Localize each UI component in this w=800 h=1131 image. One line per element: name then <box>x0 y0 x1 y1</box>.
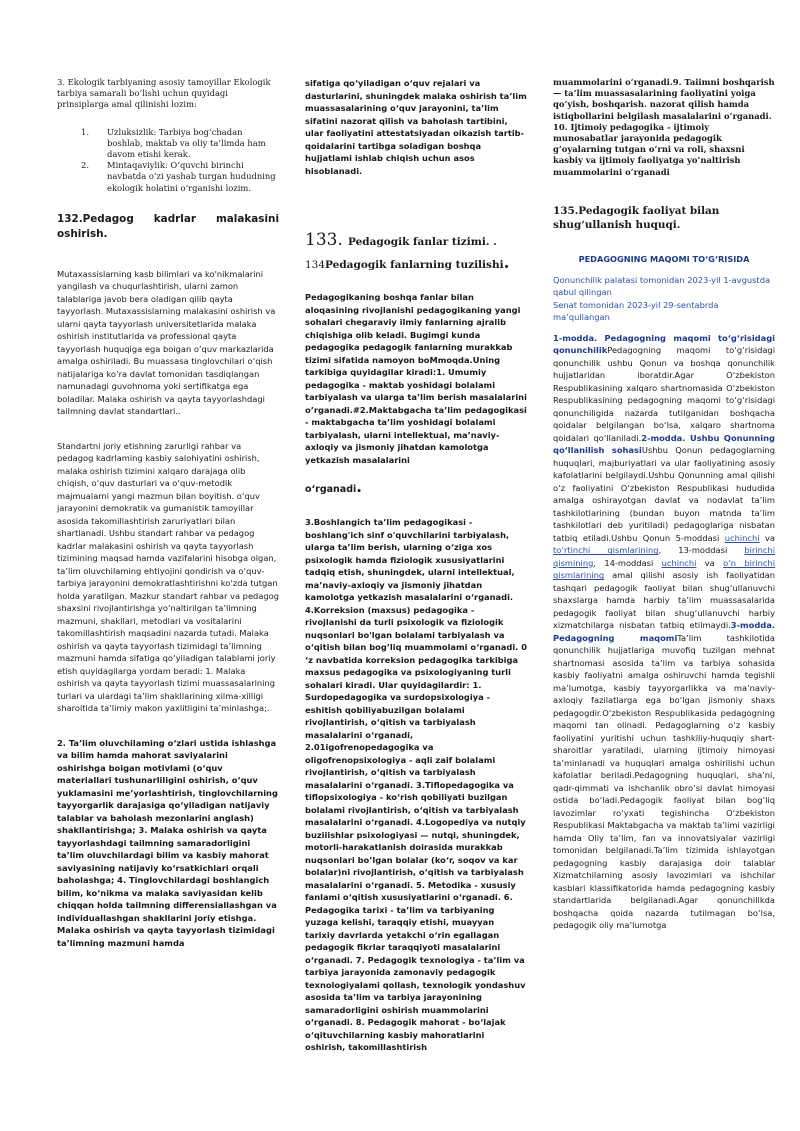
law-adoption-info: Qonunchilik palatasi tomonidan 2023-yil 1-avgustda qabul qilingan <box>553 274 771 298</box>
section-134-paragraph-1: Pedagogikaning boshqa fanlar bilan aloqasining rivojlanishi pedagogikaning yangi sohalari chegaraviy ilmiy fanlarning ajralib chiqishiga olib keladi. Bugimgi kunda pedagogika pedagogik fanlarning murakkab tizimi sifatida namoyon boMmoqda.Uning tarkibiga quyidagilar kiradi:1. Umumiy pedagogika - maktab yoshidagi bolalami tarbiyalash va ularga ta’lim berish masalalarini o’rganadi.#2.Maktabgacha ta’lim pedagogikasi - maktabgacha ta’lim yoshidagi bolalami tarbiyalash, ularni intellektual, ma’naviy-axloqiy va jismoniy jihatdan kamolotga yetkazish masalalarini <box>305 292 527 465</box>
article-2-text: , 14-moddasi <box>593 557 654 568</box>
column-2 <box>305 0 527 1054</box>
section-heading-133 <box>305 229 527 253</box>
law-title: PEDAGOGNING MAQOMI TO‘G‘RISIDA <box>578 253 750 264</box>
list-item-number: 2. <box>81 160 89 171</box>
law-approval-info: Senat tomonidan 2023-yil 29-sentabrda ma’qullangan <box>553 299 719 323</box>
article-2-text: Ushbu Qonun pedagoglarning huquqlari, majburiyatlari va ular faoliyatining asosiy kafolatlarini belgilaydi.Ushbu Qonunning amal qilishi o‘z faoliyatini O‘zbekiston Respublikasi hududida amalga oshirayotgan davlat va nodavlat ta’lim tashkilotlarining (bundan buyon matnda ta’lim tashkilotlari deb yuritiladi) pedagoglariga nisbatan tatbiq etiladi.Ushbu Qonun 5-moddasi <box>553 445 775 543</box>
reference-link[interactable]: to‘rtinchi qismlarining <box>553 545 659 556</box>
reference-link[interactable]: o‘n birinchi qismlarining <box>553 557 776 581</box>
article-1-text: Pedagogning maqomi to‘g‘risidagi qonunchilik ushbu Qonun va boshqa qonunchilik hujjatlaridan iboratdir.Agar O‘zbekiston Respublikasining xalqaro shartnomasida O‘zbekiston Respublikasining pedagogning maqomi to‘g‘risidagi qonunchiligida nazarda tutilganidan boshqacha qoidalar belgilangan bo‘lsa, xalqaro shartnoma qoidalari qo‘llaniladi. <box>553 345 775 443</box>
reference-link[interactable]: uchinchi <box>724 532 760 543</box>
section-heading-134 <box>305 253 527 275</box>
column-3 <box>553 0 775 932</box>
section-134-paragraph-2: 3.Boshlangich ta’lim pedagogikasi - boshlang'ich sinf o'quvchilarini tarbiyalash, ularga ta’lim berish, ularning o‘ziga xos psixologik hamda fiziologik xususiyatlarini tadqiq etish, shuningdek, ularni intellektual, ma’naviy-axloqiy va jismoniy jihatdan kamolotga yetkazish masalalarini o‘rganadi. 4.Korreksion (maxsus) pedagogika - rivojlanishi da turli psixologik va fiziologik nuqsonlari bo'lgan bolalami tarbiyalash va o‘qitish bilan bog’liq muammolami o‘rganadi. 0 ‘z navbatida korreksion pedagogika tarkibiga maxsus pedagogika va psixologiyaning turli sohalari kiradi. Ular quyidagilardir: 1. Surdopedagogika va surdopsixologiya - eshitish qobiliyabuzilgan bolalami rivojlantirish, o‘qitish va tarbiyalash masalalarini o‘rganadi, 2.01igofrenopedagogika va oligofrenopsixologiya - aqli zaif bolalami rivojlantirish, o‘qitish va tarbiyalash masalalarini o‘rganadi. 3.Tiflopedagogika va tiflopsixologiya - ko‘rish qobiliyati buzilgan bolalami rivojlantirish, o‘qitish va tarbiyalash masalalarini o‘rganadi. 4.Logopediya va nutqiy buziiishlar psixologiyasi — nutqi, shuningdek, motorli-harakatlanish doirasida murakkab nuqsonlari bo’lgan bolalar (ko‘r, soqov va kar bolalar)ni rivojlantirish, o‘qitish va tarbiyalash masalalarini o‘rganadi. 5. Metodika - xususiy fanlami o‘qitish xususiyatlarini o‘rganadi. 6. Pedagogika tarixi - ta’lim va tarbiyaning yuzaga kelishi, taraqqiy etishi, muayyan tarixiy davrlarda yetakchi o‘rin egallagan pedagogik fikrlar taraqqiyoti masalalarini o‘rganadi. 7. Pedagogik texnologiya - ta’lim va tarbiya jarayonida zamonaviy pedagogik texnologiyalami qollash, texnologik yondashuv asosida ta’lim va tarbiya jarayonining samaradorligini oshirish muammolarini o‘rganadi. 8. Pedagogik mahorat - bo‘lajak o‘qituvchilarning kasbiy mahoratlarini oshirish, takomillashtirish <box>305 517 527 1052</box>
ecology-intro: 3. Ekologik tarbiyaning asosiy tamoyillar Ekologik tarbiya samarali bo‘lishi uchun quyidagi prinsiplarga amal qilinishi lozim: <box>57 77 271 110</box>
article-2-text: , 13-moddasi <box>658 545 728 556</box>
section-132-paragraph-3: 2. Ta’lim oluvchilaming o‘zlari ustida ishlashga va bilim hamda mahorat saviyalarini oshirishga boigan motivlami (o‘quv materiallari tushunarliligini oshirish, o‘quv yuklamasini me’yorlashtirish, tinglovchilarning tayyorgarlik darajasiga qo‘yiladigan natijaviy talablar va baholash mezonlarini anglash) shakllantirishga; 3. Malaka oshirish va qayta tayyorlashdagi tailmning samaradorligini ta’lim oluvchilardagi bilim va kasbiy mahorat saviyasining natijaviy ko‘rsatkichlari orqali baholashga; 4. Tinglovchilardagi boshlangich bilim, ko‘nikma va malaka saviyasidan kelib chiqqan holda tailmning differensiallashgan va individuallashgan shakllarini joriy etishga. Malaka oshirish va qayta tayyorlash tizimidagi ta’limning mazmuni hamda <box>57 737 278 948</box>
article-2-text: amal qilishi asosiy ish faoliyatidan tashqari pedagogik faoliyat bilan shug‘ullanuvchi shaxslarga hamda harbiy ta’lim muassasalarida pedagogik faoliyat bilan shug‘ullanuvchi harbiy xizmatchilarga nisbatan tatbiq etilmaydi. <box>553 570 775 631</box>
section-132-continuation: sifatiga qo‘yiladigan o‘quv rejalari va dasturlarini, shuningdek malaka oshirish ta’lim muassasalarining o‘quv jarayonini, ta’lim sifatini nazorat qilish va baholash tartibini, ular faoliyatini attestatsiyadan oikazish tartib-qoidalarini tartibga soladigan boshqa hujjatlami ishlab chiqish uchun asos hisoblanadi. <box>305 78 527 176</box>
heading-text: Pedagogik fanlarning tuzilishi <box>325 259 504 271</box>
column-1 <box>57 0 279 949</box>
section-134-paragraph-1-end <box>305 478 527 496</box>
heading-number: 134 <box>305 259 326 271</box>
reference-link[interactable]: birinchi qismining <box>553 545 775 568</box>
ecology-principles-list <box>57 127 279 194</box>
list-item-number: 1. <box>81 126 89 137</box>
list-item <box>81 127 279 161</box>
article-3-title: 3-modda. Pedagogning maqomi <box>553 620 775 643</box>
article-1-title: 1-modda. Pedagogning maqomi to‘g‘risidagi qonunchilik <box>553 332 775 356</box>
list-item-text: Uzluksizlik: Tarbiya bog‘chadan boshlab, maktab va oliy ta’limda ham davom etishi kerak. <box>107 126 266 160</box>
list-item-text: Mintaqaviylik: O‘quvchi birinchi navbatda o‘zi yashab turgan hududning ekologik holatini o‘rganishi lozim. <box>107 160 276 193</box>
section-heading-132: 132.Pedagog kadrlar malakasini oshirish. <box>57 212 279 240</box>
section-132-paragraph-1: Mutaxassislarning kasb bilimlari va ko'nikmalarini yangilash va chuqurlashtirish, ularni zamon talablariga javob bera oladigan qilib qayta tayyorlash. Mutaxassislarning malakasini oshirish va ularni qayta tayyorlash universitetlarida malaka oshirish institutlarida va professional qayta tayyorlash huquqiga ega boigan o’quv markazlarida amalga oshiriladi. Bu muassasa tinglovchilari o‘qish natijalariga ko’ra davlat tomonidan tasdiqlangan namunadagi guvohnoma yoki sertifikatga ega boladilar. Malaka oshirish va qayta tayyorlashdagi tailmning davlat standartlari.. <box>57 268 276 417</box>
section-heading-135: 135.Pedagogik faoliyat bilan shug‘ullanish huquqi. <box>553 204 720 231</box>
article-3-text: Ta’lim tashkilotida qonunchilik hujjatlariga muvofiq tuzilgan mehnat shartnomasi asosida ta’lim va tarbiya sohasida kasbiy faoliyatni amalga oshiruvchi hamda tegishli ma’lumotga, kasbiy tayyorgarlikka va ma’naviy-axloqiy fazilatlarga ega bo‘lgan jismoniy shaxs pedagogdir.O‘zbekiston Respublikasida pedagogning maqomi tan olinadi. Pedagoglarning o‘z kasbiy faoliyatini yuritishi uchun tashkiliy-huquqiy shart-sharoitlar yaratiladi, ularning ijtimoiy himoyasi ta’minlanadi va huquqlari amalga oshirilishi uchun kafolatlar beriladi.Pedagogning huquqlari, sha’ni, qadr-qimmati va ishchanlik obro‘si davlat himoyasi ostida bo‘ladi.Pedagogik faoliyat bilan bog‘liq lavozimlar ro‘yxati tegishincha O‘zbekiston Respublikasi Maktabgacha va maktab ta’limi vazirligi hamda Oliy ta’lim, fan va innovatsiyalar vazirligi tomonidan belgilanadi.Ta’lim tizimida ishlayotgan pedagogning kasbiy darajasiga doir talablar Xizmatchilarning asosiy lavozimlari va ishchilar kasblari klassifikatorida hamda pedagogning kasbiy standartlarida belgilanadi.Agar qonunchilikda boshqacha qoida nazarda tutilmagan bo‘lsa, pedagogik oliy ma’lumotga <box>553 632 775 931</box>
conjunction: va <box>704 557 715 568</box>
law-articles <box>553 332 775 932</box>
section-132-paragraph-2: Standartni joriy etishning zarurligi rahbar va pedagog kadrlaming kasbiy salohiyatini oshirish, malaka oshirish tizimini xalqaro darajaga olib chiqish, o‘quv dasturlari va o‘quv-metodik majmualarni yangi mazmun bilan boyitish. o‘quv jarayonini demokratik va gumanistik tamoyillar asosida takomillashtirish zaruriyatlari bilan shartlanadi. Ushbu standart rahbar va pedagog kadrlar malakasini oshirish va qayta tayyorlash tizimining maqsad hamda vazifalarini hisobga olgan, ta’lim oluvchilaming ehtiyojini qondirish va o‘quv-tarbiya jarayonini demokratlashtirishni ko‘zda tutgan holda yaratilgan. Mazkur standart rahbar va pedagog shaxsini rivojlantirishga yo’naltirilgan ta’limning mazmuni, shakllari, metodlari va vositalarini takomillashtirish maqsadini nazarda tutadi. Malaka oshirish va qayta tayyorlash tizimidagi ta’limning mazmuni hamda sifatiga qo‘yiladigan talablami joriy etish quyidagilarga yordam beradi: 1. Malaka oshirish va qayta tayyorlash tizimi muassasalarining turlari va ulardagi ta’lim shakllarining xilma-xilligi sharoitida ta’limiy makon yaxlitligini ta’minlashga;. <box>57 440 280 714</box>
article-2-title: 2-modda. Ushbu Qonunning qo‘llanilish sohasi <box>553 432 775 456</box>
list-item <box>81 160 279 194</box>
heading-text: Pedagogik fanlar tizimi. . <box>347 236 497 248</box>
paragraph-end-dot: . <box>356 478 362 496</box>
paragraph-end-text: o‘rganadi <box>305 484 357 495</box>
conjunction: va <box>765 532 776 543</box>
section-134-continuation: muammolarini o‘rganadi.9. Taiimni boshqarish — ta’lim muassasalarining faoliyatini yoiga qo‘yish, boshqarish. nazorat qilish hamda istiqbollarini belgilash masalalarini o‘rganadi. 10. Ijtimoiy pedagogika - ijtimoiy munosabatlar jarayonida pedagogik g‘oyalarning tutgan o‘rni va roli, shaxsni kasbiy va ijtimoiy faoliyatga yo‘naltirish muammolarini o‘rganadi <box>553 77 775 177</box>
heading-number: 133. <box>305 230 343 250</box>
reference-link[interactable]: uchinchi <box>661 557 697 568</box>
heading-dot: . <box>503 253 510 273</box>
